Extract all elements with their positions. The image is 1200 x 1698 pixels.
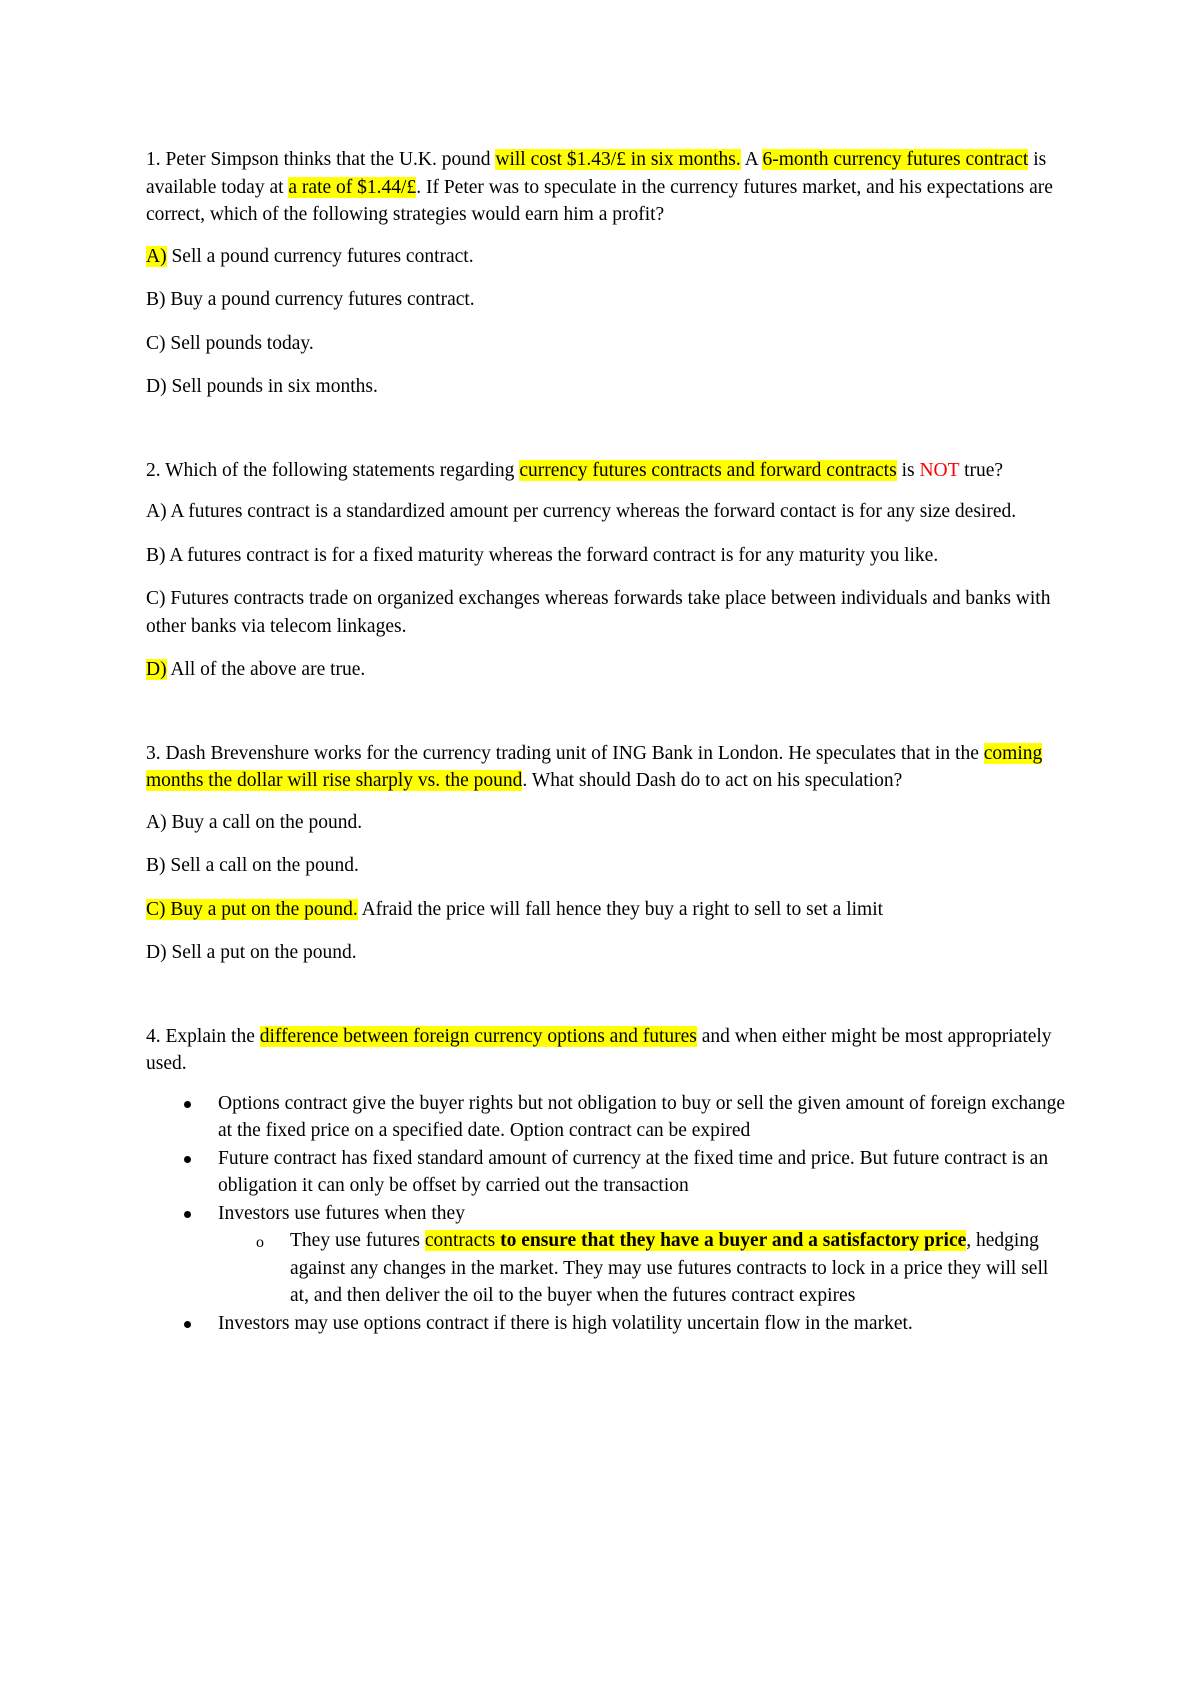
q1-stem-text-c: is available today at bbox=[146, 149, 1047, 198]
q1-highlight-price: will cost $1.43/£ in six months. bbox=[495, 149, 741, 170]
bullet-icon bbox=[184, 1101, 191, 1108]
question-4 bbox=[146, 1023, 1066, 1338]
q3-option-d: D) Sell a put on the pound. bbox=[146, 942, 357, 963]
q2-stem-text-b: is bbox=[896, 459, 920, 481]
q2-option-c: C) Futures contracts trade on organized exchanges whereas forwards take place between individuals and banks with other banks via telecom linkages. bbox=[146, 588, 1051, 637]
list-item bbox=[146, 1200, 1066, 1310]
q4-bullet-3: Investors use futures when they bbox=[218, 1202, 465, 1224]
q2-option-b: B) A futures contract is for a fixed maturity whereas the forward contract is for any maturity you like. bbox=[146, 544, 939, 566]
q2-stem-text-a: 2. Which of the following statements regarding bbox=[146, 459, 520, 481]
q2-option-d bbox=[146, 656, 1066, 684]
spacer bbox=[146, 983, 1066, 1023]
q2-option-d-letter: D) bbox=[146, 659, 167, 680]
list-item bbox=[218, 1227, 1066, 1310]
q3-option-a: A) Buy a call on the pound. bbox=[146, 811, 363, 833]
q1-highlight-contract: 6-month currency futures contract bbox=[762, 149, 1029, 170]
q4-stem-text-b: and when either might be most appropriately used. bbox=[146, 1025, 1052, 1074]
list-item bbox=[146, 1310, 1066, 1338]
q3-option-c-answer: C) Buy a put on the pound. bbox=[146, 898, 358, 920]
q4-sub-highlight: contracts bbox=[424, 1230, 501, 1251]
q3-option-c-note: Afraid the price will fall hence they buy a right to sell to set a limit bbox=[357, 898, 884, 920]
q2-highlight-topic: currency futures contracts and forward contracts bbox=[519, 459, 897, 481]
spacer bbox=[146, 700, 1066, 740]
question-4-stem bbox=[146, 1023, 1066, 1078]
q1-option-b: B) Buy a pound currency futures contract. bbox=[146, 289, 475, 310]
q1-stem-text-d: . If Peter was to speculate in the currency futures market, and his expectations are correct, which of the following strategies would earn him a profit? bbox=[146, 176, 1053, 225]
q3-stem-text-b: . What should Dash do to act on his speculation? bbox=[522, 770, 903, 791]
bullet-icon bbox=[184, 1321, 191, 1328]
q4-bullet-2: Future contract has fixed standard amount of currency at the fixed time and price. But future contract is an obligation it can only be offset by carried out the transaction bbox=[218, 1147, 1049, 1196]
document-content bbox=[146, 146, 1066, 1337]
question-3 bbox=[146, 740, 1066, 967]
question-2-stem bbox=[146, 457, 1066, 485]
q3-option-c bbox=[146, 896, 1066, 924]
q2-not-emphasis: NOT bbox=[919, 459, 960, 481]
q2-option-d-text: All of the above are true. bbox=[166, 659, 366, 680]
q1-option-a-text: Sell a pound currency futures contract. bbox=[166, 245, 474, 267]
q4-stem-text-a: 4. Explain the bbox=[146, 1025, 260, 1047]
q1-option-a-letter: A) bbox=[146, 245, 167, 267]
list-item bbox=[146, 1090, 1066, 1145]
q3-highlight-speculation: coming months the dollar will rise sharply vs. the pound bbox=[146, 742, 1043, 791]
question-1 bbox=[146, 146, 1066, 401]
sub-bullet-icon: o bbox=[256, 1234, 264, 1251]
q1-stem-text-b: A bbox=[740, 149, 763, 170]
q1-option-c: C) Sell pounds today. bbox=[146, 332, 314, 354]
question-3-stem bbox=[146, 740, 1066, 795]
q4-sub-text-a: They use futures bbox=[290, 1230, 425, 1251]
q3-stem-text-a: 3. Dash Brevenshure works for the currency trading unit of ING Bank in London. He speculates that in the bbox=[146, 742, 984, 764]
q4-answer-list bbox=[146, 1090, 1066, 1338]
q4-bullet-1: Options contract give the buyer rights but not obligation to buy or sell the given amount of foreign exchange at the fixed price on a specified date. Option contract can be expired bbox=[218, 1092, 1065, 1141]
question-2 bbox=[146, 457, 1066, 684]
q1-stem-text-a: 1. Peter Simpson thinks that the U.K. pound bbox=[146, 149, 496, 170]
q4-sub-text-b: , hedging against any changes in the market. They may use futures contracts to lock in a price they will sell at, and then deliver the oil to the buyer when the futures contract expires bbox=[290, 1230, 1049, 1306]
spacer bbox=[146, 417, 1066, 457]
q4-bullet-4: Investors may use options contract if there is high volatility uncertain flow in the market. bbox=[218, 1312, 913, 1334]
question-1-stem bbox=[146, 146, 1066, 229]
q1-option-d: D) Sell pounds in six months. bbox=[146, 376, 378, 397]
q1-option-a bbox=[146, 243, 1066, 271]
list-item bbox=[146, 1145, 1066, 1200]
q1-highlight-rate: a rate of $1.44/£ bbox=[288, 176, 417, 198]
q4-sub-highlight-bold: to ensure that they have a buyer and a satisfactory price bbox=[500, 1230, 967, 1251]
q4-sub-list bbox=[218, 1227, 1066, 1310]
bullet-icon bbox=[184, 1156, 191, 1163]
q3-option-b: B) Sell a call on the pound. bbox=[146, 855, 359, 876]
bullet-icon bbox=[184, 1211, 191, 1218]
q2-option-a: A) A futures contract is a standardized amount per currency whereas the forward contact is for any size desired. bbox=[146, 501, 1017, 522]
q2-stem-text-c: true? bbox=[959, 459, 1004, 481]
q4-highlight-topic: difference between foreign currency options and futures bbox=[259, 1025, 697, 1047]
